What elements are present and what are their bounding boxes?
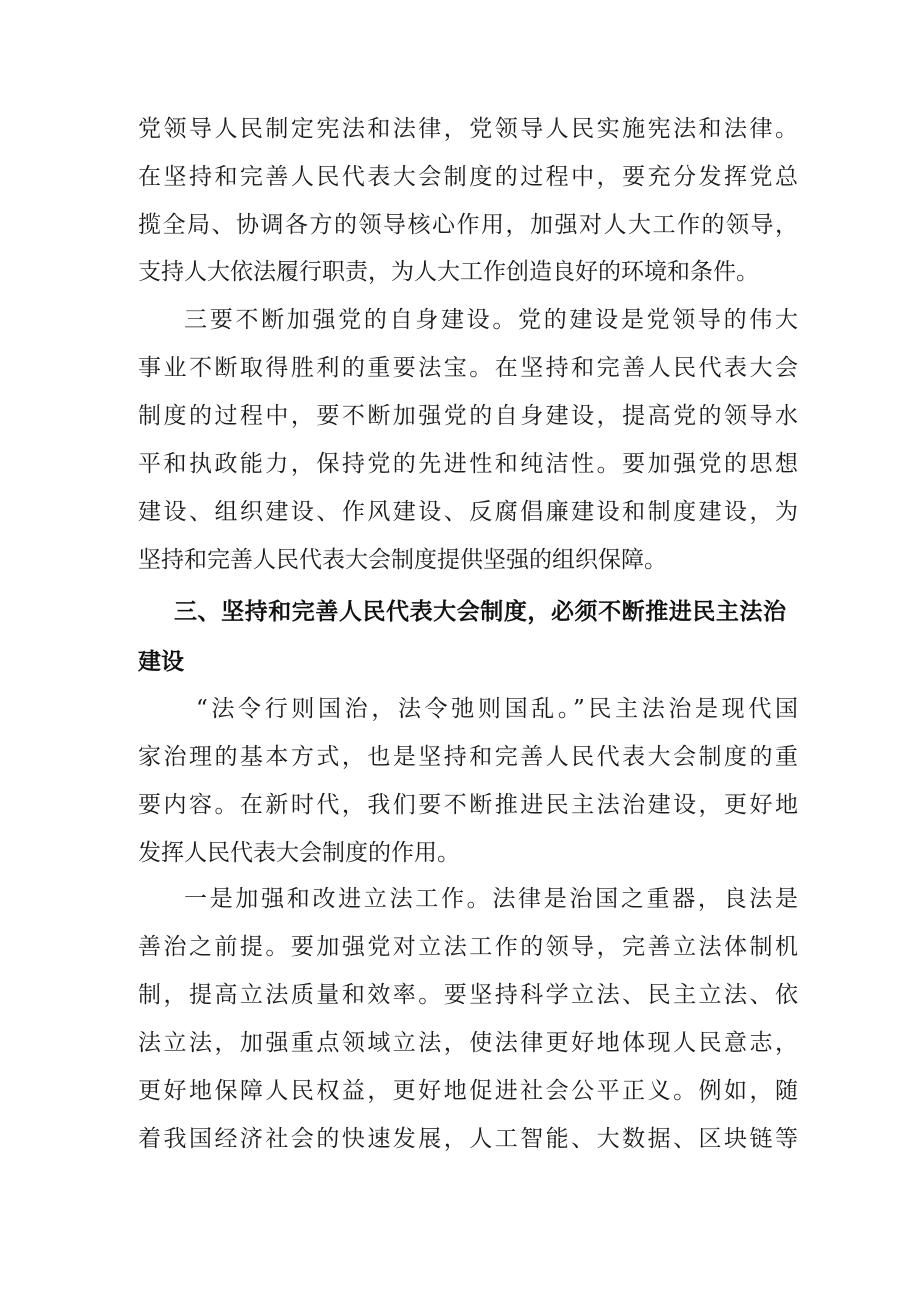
section-heading-line-2: 建设 [138, 649, 184, 675]
paragraph-4-line-5: 更好地保障人民权益，更好地促进社会公平正义。例如，随 [138, 1078, 798, 1104]
paragraph-4-line-3: 制，提高立法质量和效率。要坚持科学立法、民主立法、依 [138, 982, 798, 1008]
paragraph-3-line-2: 家治理的基本方式，也是坚持和完善人民代表大会制度的重 [138, 744, 798, 770]
paragraph-1-line-4: 支持人大依法履行职责，为人大工作创造良好的环境和条件。 [138, 259, 759, 285]
paragraph-2-line-5: 建设、组织建设、作风建设、反腐倡廉建设和制度建设，为 [138, 499, 798, 525]
paragraph-4-line-6: 着我国经济社会的快速发展，人工智能、大数据、区块链等 [138, 1126, 798, 1152]
paragraph-4-line-4: 法立法，加强重点领域立法，使法律更好地体现人民意志， [138, 1030, 798, 1056]
paragraph-1-line-1: 党领导人民制定宪法和法律，党领导人民实施宪法和法律。 [138, 116, 798, 142]
paragraph-3-line-3: 要内容。在新时代，我们要不断推进民主法治建设，更好地 [138, 792, 798, 818]
paragraph-4-line-2: 善治之前提。要加强党对立法工作的领导，完善立法体制机 [138, 934, 798, 960]
paragraph-3-line-4: 发挥人民代表大会制度的作用。 [138, 840, 460, 866]
paragraph-3-line-1: “法令行则国治，法令弛则国乱。”民主法治是现代国 [196, 696, 798, 722]
paragraph-2-line-6: 坚持和完善人民代表大会制度提供坚强的组织保障。 [138, 547, 667, 573]
paragraph-2-line-1: 三要不断加强党的自身建设。党的建设是党领导的伟大 [184, 307, 798, 333]
paragraph-2-line-2: 事业不断取得胜利的重要法宝。在坚持和完善人民代表大会 [138, 355, 798, 381]
paragraph-1-line-2: 在坚持和完善人民代表大会制度的过程中，要充分发挥党总 [138, 164, 798, 190]
paragraph-2-line-3: 制度的过程中，要不断加强党的自身建设，提高党的领导水 [138, 403, 798, 429]
paragraph-4-line-1: 一是加强和改进立法工作。法律是治国之重器，良法是 [184, 886, 798, 912]
section-heading-line-1: 三、坚持和完善人民代表大会制度，必须不断推进民主法治 [174, 599, 786, 625]
paragraph-2-line-4: 平和执政能力，保持党的先进性和纯洁性。要加强党的思想 [138, 451, 798, 477]
paragraph-1-line-3: 揽全局、协调各方的领导核心作用，加强对人大工作的领导， [138, 212, 798, 238]
